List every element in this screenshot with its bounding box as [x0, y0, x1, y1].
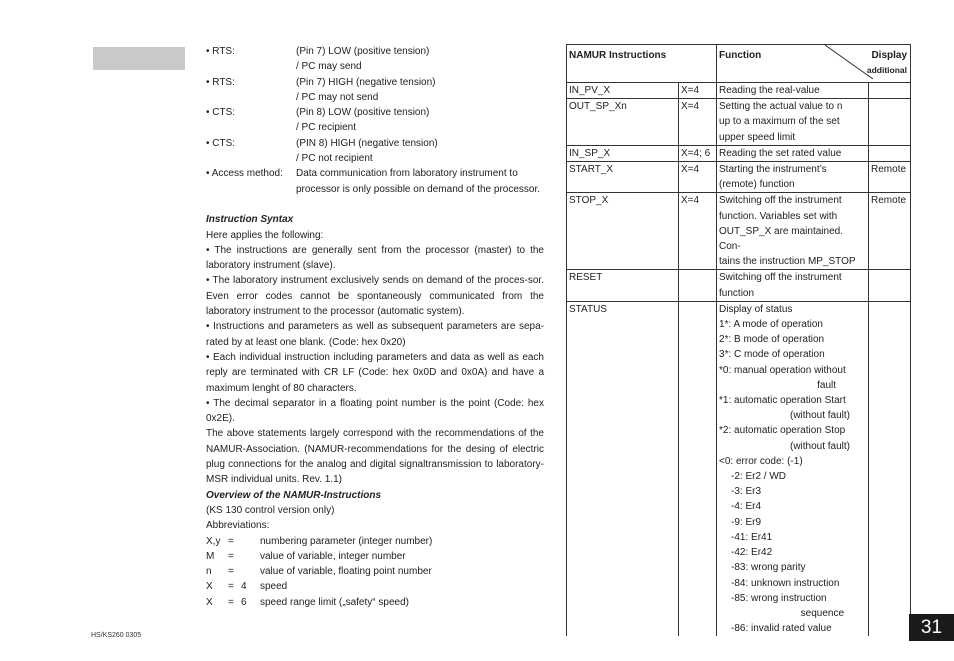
abbreviation-row: X = 6 speed range limit („safety“ speed) [206, 596, 409, 608]
syntax-intro: Here applies the following: [206, 229, 324, 241]
signal-row-cont: processor is only possible on demand of the processor. [296, 183, 541, 195]
abbreviation-row: X,y = numbering parameter (integer number) [206, 535, 433, 547]
header-display: Display [871, 50, 908, 61]
x-cell: X=4 [679, 193, 717, 270]
header-namur-instructions: NAMUR Instructions [567, 45, 717, 83]
table-row-status [567, 301, 911, 636]
display-cell [869, 99, 911, 146]
signal-row-cont: / PC not recipient [296, 153, 373, 165]
header-additional: additional [866, 65, 908, 75]
display-cell [869, 83, 911, 99]
page-number: 31 [909, 614, 954, 641]
signal-row: • RTS: (Pin 7) HIGH (negative tension) [206, 76, 436, 88]
x-cell: X=4 [679, 99, 717, 146]
overview-heading: Overview of the NAMUR-Instructions [206, 489, 382, 501]
signal-row: • CTS: (PIN 8) HIGH (negative tension) [206, 137, 438, 149]
status-function-cell: Display of status 1*: A mode of operation 2*: B mode of operation 3*: C mode of operation *0: manual operation without fault *1: automatic operation Start (without fault) *2: automatic operation Stop (without fault) <0: error code: (-1) -2: Er2 / WD -3: Er3 -4: Er4 -9: Er9 -41: Er41 -42: Er42 -83: wrong parity -84: unknown instruction -85: wrong instruction sequence -86: invalid rated value [717, 301, 869, 636]
cmd-cell: IN_SP_X [567, 145, 679, 161]
syntax-bullet: • The laboratory instrument exclusively sends on demand of the proces-sor. Even error codes cannot be spontaneously communicated from the laboratory instrument to the processor (automatic system). [206, 275, 544, 318]
namur-paragraph: The above statements largely correspond with the recommendations of the NAMUR-Association. (NAMUR-recommendations for the desing of electric plug connections for the analog and digital signaltransmission to laboratory-MSR individual units. Rev. 1.1) [206, 428, 544, 486]
x-cell [679, 270, 717, 301]
signal-row: • Access method: Data communication from laboratory instrument to [206, 168, 518, 180]
display-cell: Remote [869, 193, 911, 270]
signal-row-cont: / PC may not send [296, 91, 379, 103]
cmd-cell: OUT_SP_Xn [567, 99, 679, 146]
x-cell [679, 301, 717, 636]
signal-row-cont: / PC may send [296, 61, 362, 73]
table-row [567, 145, 911, 161]
namur-instructions-table [566, 44, 911, 636]
table-row [567, 270, 911, 301]
left-column [206, 44, 544, 610]
overview-subtitle: (KS 130 control version only) [206, 504, 335, 516]
abbreviation-row: n = value of variable, floating point number [206, 566, 432, 578]
signal-row-cont: / PC recipient [296, 122, 357, 134]
syntax-heading: Instruction Syntax [206, 214, 294, 226]
syntax-bullet: • The instructions are generally sent from the processor (master) to the laboratory instrument (slave). [206, 244, 544, 272]
table-row [567, 83, 911, 99]
syntax-bullet: • Instructions and parameters as well as subsequent parameters are sepa-rated by at least one blank. (Code: hex 0x20) [206, 321, 544, 348]
signal-row: • CTS: (Pin 8) LOW (positive tension) [206, 107, 430, 119]
x-cell: X=4 [679, 83, 717, 99]
display-cell [869, 270, 911, 301]
table-row [567, 99, 911, 146]
function-cell: Reading the set rated value [717, 145, 869, 161]
syntax-bullet: • The decimal separator in a floating point number is the point (Code: hex 0x2E). [206, 397, 544, 425]
footer-code: HS/KS260 0305 [91, 632, 142, 639]
x-cell: X=4; 6 [679, 145, 717, 161]
function-cell: Starting the instrument’s (remote) function [717, 162, 869, 193]
abbreviations-title: Abbreviations: [206, 520, 270, 532]
table-row [567, 193, 911, 270]
abbreviation-row: M = value of variable, integer number [206, 550, 406, 562]
cmd-cell: IN_PV_X [567, 83, 679, 99]
display-cell: Remote [869, 162, 911, 193]
syntax-bullet: • Each individual instruction including parameters and data as well as each reply are terminated with CR LF (Code: hex 0x0D and 0x0A) and have a maximum lenght of 80 characters. [206, 351, 544, 394]
cmd-cell: STOP_X [567, 193, 679, 270]
section-tab-marker [93, 47, 185, 70]
display-cell [869, 145, 911, 161]
function-cell: Setting the actual value to n up to a maximum of the set upper speed limit [717, 99, 869, 146]
function-cell: Switching off the instrument function [717, 270, 869, 301]
x-cell: X=4 [679, 162, 717, 193]
abbreviation-row: X = 4 speed [206, 581, 288, 593]
function-cell: Reading the real-value [717, 83, 869, 99]
signal-list [206, 44, 544, 197]
cmd-cell: STATUS [567, 301, 679, 636]
header-function-display [717, 45, 911, 83]
signal-row: • RTS: (Pin 7) LOW (positive tension) [206, 46, 430, 57]
display-cell [869, 301, 911, 636]
function-cell: Switching off the instrument function. Variables set with OUT_SP_X are maintained. Con- tains the instruction MP_STOP [717, 193, 869, 270]
table-row [567, 162, 911, 193]
table-header-row [567, 45, 911, 83]
cmd-cell: START_X [567, 162, 679, 193]
header-function: Function [719, 50, 762, 61]
cmd-cell: RESET [567, 270, 679, 301]
